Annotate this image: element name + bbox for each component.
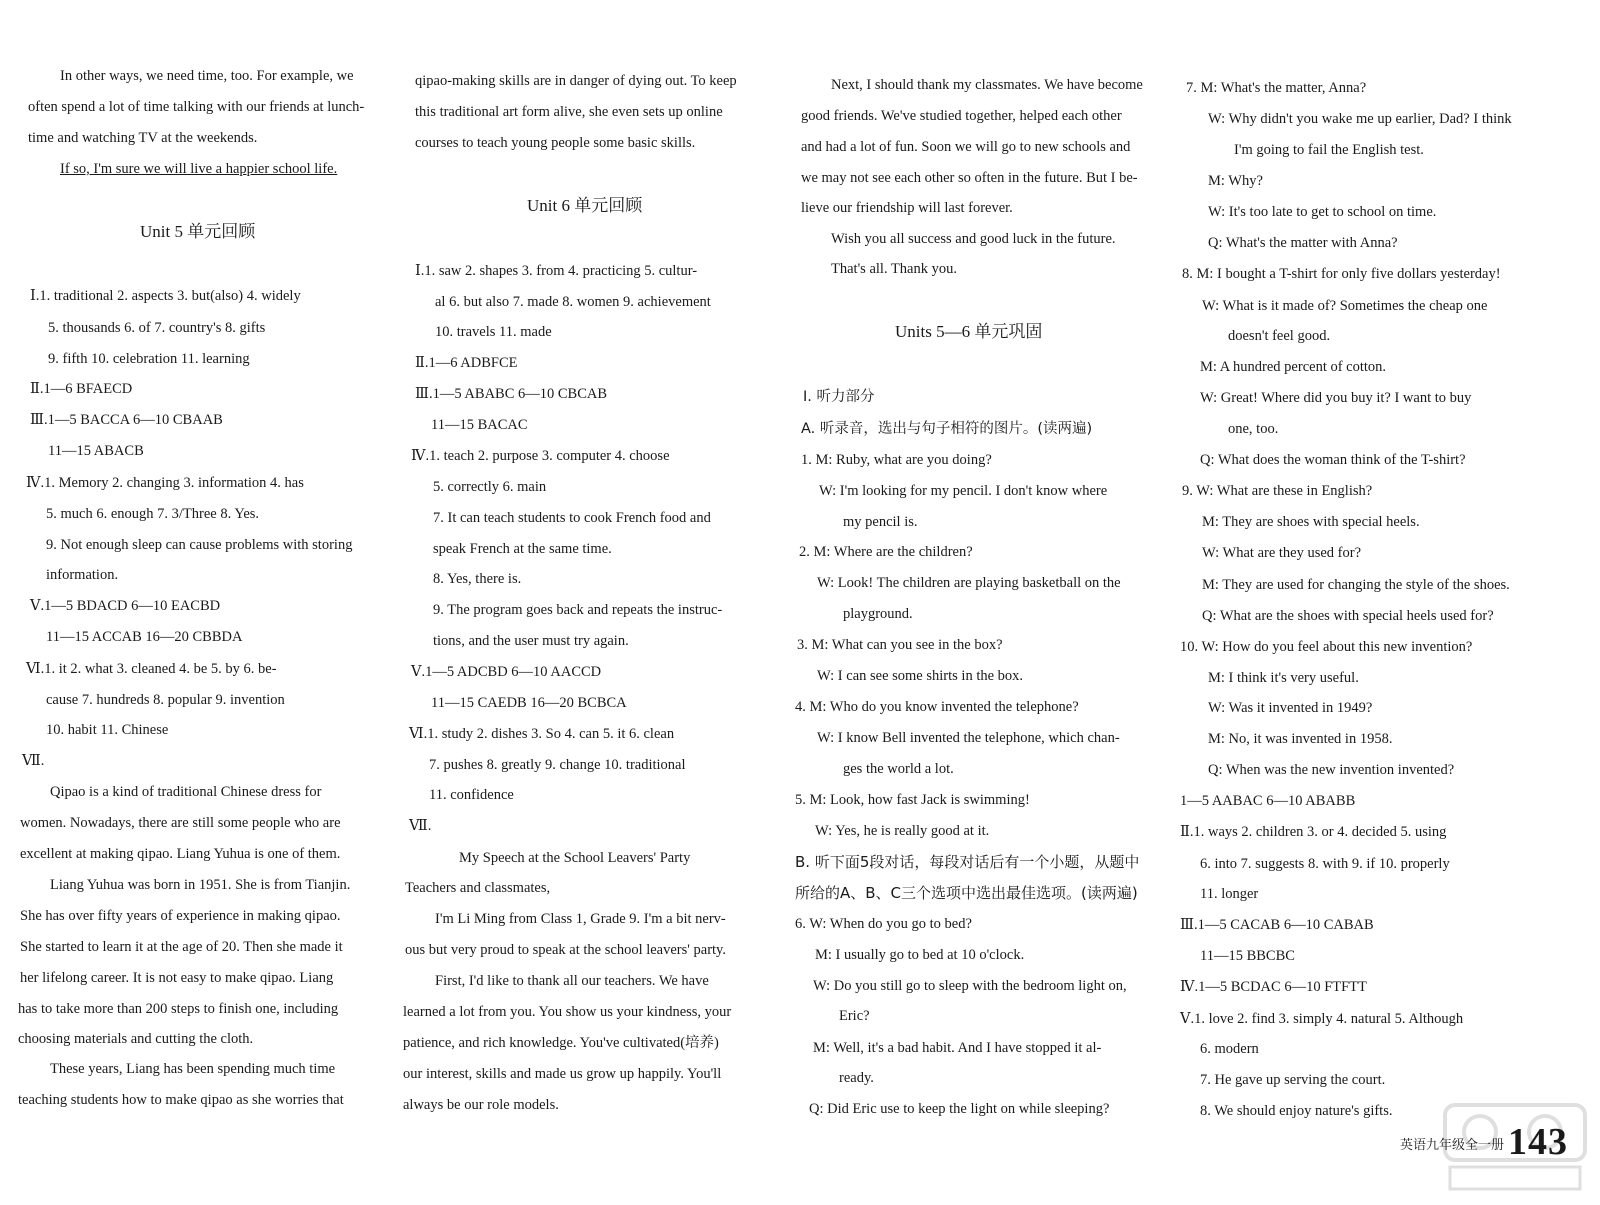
text-line: has to take more than 200 steps to finish one, including — [18, 1001, 339, 1017]
text-line: 11—15 ABACB — [48, 443, 144, 459]
text-line: Ⅰ.1. saw 2. shapes 3. from 4. practicing 5. cultur- — [415, 263, 698, 279]
text-line: W: Why didn't you wake me up earlier, Dad? I think — [1208, 111, 1512, 127]
column-3 — [795, 0, 1180, 1205]
text-line: W: Look! The children are playing basketball on the — [817, 575, 1121, 591]
text-line: her lifelong career. It is not easy to make qipao. Liang — [20, 970, 334, 986]
text-line: Ⅳ.1. teach 2. purpose 3. computer 4. choose — [411, 448, 670, 464]
text-line: Q: What's the matter with Anna? — [1208, 235, 1398, 251]
text-line: tions, and the user must try again. — [433, 633, 629, 649]
text-line: 9. The program goes back and repeats the instruc- — [433, 602, 723, 618]
text-line: al 6. but also 7. made 8. women 9. achievement — [435, 294, 711, 310]
text-line: 所给的A、B、C三个选项中选出最佳选项。(读两遍) — [795, 884, 1138, 902]
text-line: 9. Not enough sleep can cause problems with storing — [46, 537, 353, 553]
text-line: time and watching TV at the weekends. — [28, 130, 258, 146]
text-line: Q: What are the shoes with special heels used for? — [1202, 608, 1494, 624]
text-line: M: A hundred percent of cotton. — [1200, 359, 1387, 375]
text-line: Q: When was the new invention invented? — [1208, 762, 1455, 778]
text-line: W: I'm looking for my pencil. I don't know where — [819, 483, 1108, 499]
text-line: She started to learn it at the age of 20. Then she made it — [20, 939, 343, 955]
text-line: Ⅵ.1. study 2. dishes 3. So 4. can 5. it 6. clean — [409, 726, 675, 742]
text-line: 1—5 AABAC 6—10 ABABB — [1180, 793, 1356, 809]
text-line: Wish you all success and good luck in the future. — [831, 231, 1116, 247]
text-line: 11. confidence — [429, 787, 514, 803]
text-line: 1. M: Ruby, what are you doing? — [801, 452, 992, 468]
text-line: That's all. Thank you. — [831, 261, 957, 277]
text-line: 7. pushes 8. greatly 9. change 10. traditional — [429, 757, 686, 773]
text-line: W: I know Bell invented the telephone, which chan- — [817, 730, 1120, 746]
text-line: Qipao is a kind of traditional Chinese dress for — [50, 784, 322, 800]
text-line: and had a lot of fun. Soon we will go to new schools and — [801, 139, 1131, 155]
text-line: M: I think it's very useful. — [1208, 670, 1359, 686]
text-line: 5. correctly 6. main — [433, 479, 547, 495]
text-line: 2. M: Where are the children? — [799, 544, 973, 560]
text-line: W: What are they used for? — [1202, 545, 1362, 561]
text-line: cause 7. hundreds 8. popular 9. invention — [46, 692, 285, 708]
text-line: 10. habit 11. Chinese — [46, 722, 169, 738]
text-line: I'm Li Ming from Class 1, Grade 9. I'm a bit nerv- — [435, 911, 726, 927]
text-line: M: They are used for changing the style of the shoes. — [1202, 577, 1510, 593]
text-line: qipao-making skills are in danger of dying out. To keep — [415, 73, 737, 89]
text-line: Ⅶ. — [22, 753, 45, 769]
text-line: Q: What does the woman think of the T-shirt? — [1200, 452, 1466, 468]
section-heading: Units 5—6 单元巩固 — [895, 322, 1043, 341]
text-line: Ⅳ.1—5 BCDAC 6—10 FTFTT — [1180, 979, 1367, 995]
section-heading: Unit 5 单元回顾 — [140, 222, 256, 241]
text-line: Ⅵ.1. it 2. what 3. cleaned 4. be 5. by 6. be- — [26, 661, 277, 677]
text-line: Ⅲ.1—5 BACCA 6—10 CBAAB — [30, 412, 223, 428]
text-line: 11. longer — [1200, 886, 1259, 902]
text-line: 6. into 7. suggests 8. with 9. if 10. properly — [1200, 856, 1450, 872]
text-line: Ⅳ.1. Memory 2. changing 3. information 4. has — [26, 475, 304, 491]
text-line: Ⅶ. — [409, 818, 432, 834]
text-line: Ⅴ.1. love 2. find 3. simply 4. natural 5. Although — [1180, 1011, 1464, 1027]
text-line: ous but very proud to speak at the school leavers' party. — [405, 942, 726, 958]
text-line: 5. much 6. enough 7. 3/Three 8. Yes. — [46, 506, 260, 522]
text-line: speak French at the same time. — [433, 541, 612, 557]
column-2 — [395, 0, 795, 1205]
text-line: good friends. We've studied together, helped each other — [801, 108, 1122, 124]
text-line: 10. travels 11. made — [435, 324, 552, 340]
text-line: 10. W: How do you feel about this new invention? — [1180, 639, 1473, 655]
text-line: 11—15 CAEDB 16—20 BCBCA — [431, 695, 627, 711]
text-line: W: Do you still go to sleep with the bedroom light on, — [813, 978, 1127, 994]
text-line: 5. thousands 6. of 7. country's 8. gifts — [48, 320, 266, 336]
text-line: choosing materials and cutting the cloth. — [18, 1031, 254, 1047]
text-line: 7. It can teach students to cook French food and — [433, 510, 711, 526]
section-heading: Unit 6 单元回顾 — [527, 196, 643, 215]
text-line: In other ways, we need time, too. For example, we — [60, 68, 354, 84]
text-line: W: It's too late to get to school on time. — [1208, 204, 1437, 220]
text-line: 8. Yes, there is. — [433, 571, 522, 587]
text-line: W: Was it invented in 1949? — [1208, 700, 1373, 716]
text-line: M: Why? — [1208, 173, 1263, 189]
text-line: ges the world a lot. — [843, 761, 954, 777]
text-line: Liang Yuhua was born in 1951. She is from Tianjin. — [50, 877, 351, 893]
text-line: B. 听下面5段对话，每段对话后有一个小题，从题中 — [795, 853, 1140, 871]
text-line: Q: Did Eric use to keep the light on while sleeping? — [809, 1101, 1110, 1117]
text-line: 3. M: What can you see in the box? — [797, 637, 1003, 653]
text-line: W: I can see some shirts in the box. — [817, 668, 1024, 684]
text-line: Ⅲ.1—5 ABABC 6—10 CBCAB — [415, 386, 608, 402]
text-line: women. Nowadays, there are still some people who are — [20, 815, 341, 831]
text-line: playground. — [843, 606, 913, 622]
text-line: W: Great! Where did you buy it? I want to buy — [1200, 390, 1472, 406]
text-line: 8. M: I bought a T-shirt for only five dollars yesterday! — [1182, 266, 1501, 282]
text-line: ready. — [839, 1070, 874, 1086]
text-line: She has over fifty years of experience in making qipao. — [20, 908, 341, 924]
column-4 — [1180, 0, 1600, 1205]
text-line: 6. modern — [1200, 1041, 1259, 1057]
text-line: 11—15 BBCBC — [1200, 948, 1295, 964]
text-line: 9. fifth 10. celebration 11. learning — [48, 351, 250, 367]
text-line: we may not see each other so often in the future. But I be- — [801, 170, 1138, 186]
text-line: 4. M: Who do you know invented the telephone? — [795, 699, 1079, 715]
text-line: 11—15 BACAC — [431, 417, 528, 433]
text-line: doesn't feel good. — [1228, 328, 1331, 344]
text-line: W: Yes, he is really good at it. — [815, 823, 990, 839]
text-line: our interest, skills and made us grow up happily. You'll — [403, 1066, 722, 1082]
text-line: Ⅱ.1—6 ADBFCE — [415, 355, 518, 371]
text-line: 7. He gave up serving the court. — [1200, 1072, 1386, 1088]
text-line: excellent at making qipao. Liang Yuhua is one of them. — [20, 846, 341, 862]
text-line: M: They are shoes with special heels. — [1202, 514, 1420, 530]
text-line: Teachers and classmates, — [405, 880, 551, 896]
text-line: courses to teach young people some basic skills. — [415, 135, 696, 151]
speech-title: My Speech at the School Leavers' Party — [459, 850, 691, 866]
text-line: Next, I should thank my classmates. We have become — [831, 77, 1143, 93]
text-line: First, I'd like to thank all our teachers. We have — [435, 973, 709, 989]
text-line: always be our role models. — [403, 1097, 559, 1113]
text-line: teaching students how to make qipao as she worries that — [18, 1092, 344, 1108]
text-line: Ⅲ.1—5 CACAB 6—10 CABAB — [1180, 917, 1374, 933]
text-line: 8. We should enjoy nature's gifts. — [1200, 1103, 1393, 1119]
text-line: one, too. — [1228, 421, 1279, 437]
text-line: 7. M: What's the matter, Anna? — [1186, 80, 1367, 96]
text-line: M: Well, it's a bad habit. And I have stopped it al- — [813, 1040, 1102, 1056]
text-line: Eric? — [839, 1008, 870, 1024]
text-line: W: What is it made of? Sometimes the cheap one — [1202, 298, 1488, 314]
text-line: learned a lot from you. You show us your kindness, your — [403, 1004, 732, 1020]
text-line: These years, Liang has been spending much time — [50, 1061, 336, 1077]
text-line: 9. W: What are these in English? — [1182, 483, 1373, 499]
footer-book-title: 英语九年级全一册 — [1400, 1138, 1505, 1153]
text-line: patience, and rich knowledge. You've cultivated(培养) — [403, 1035, 719, 1051]
page-number: 143 — [1508, 1121, 1568, 1163]
text-line: this traditional art form alive, she even sets up online — [415, 104, 723, 120]
text-line: M: No, it was invented in 1958. — [1208, 731, 1393, 747]
text-line: I'm going to fail the English test. — [1234, 142, 1424, 158]
text-line: Ⅱ.1. ways 2. children 3. or 4. decided 5. using — [1180, 824, 1447, 840]
text-line: often spend a lot of time talking with our friends at lunch- — [28, 99, 365, 115]
text-line: Ⅴ.1—5 BDACD 6—10 EACBD — [30, 598, 221, 614]
text-line: information. — [46, 567, 119, 583]
text-line: A. 听录音，选出与句子相符的图片。(读两遍) — [801, 421, 1093, 437]
text-line: Ⅰ.1. traditional 2. aspects 3. but(also) 4. widely — [30, 288, 301, 304]
column-1 — [0, 0, 395, 1205]
text-line: M: I usually go to bed at 10 o'clock. — [815, 947, 1025, 963]
text-line: 5. M: Look, how fast Jack is swimming! — [795, 792, 1030, 808]
text-line: Ⅰ. 听力部分 — [803, 389, 875, 405]
underlined-line: If so, I'm sure we will live a happier school life. — [60, 161, 338, 177]
text-line: lieve our friendship will last forever. — [801, 200, 1013, 216]
text-line: Ⅱ.1—6 BFAECD — [30, 381, 133, 397]
text-line: my pencil is. — [843, 514, 918, 530]
text-line: 11—15 ACCAB 16—20 CBBDA — [46, 629, 243, 645]
text-line: Ⅴ.1—5 ADCBD 6—10 AACCD — [411, 664, 602, 680]
text-line: 6. W: When do you go to bed? — [795, 916, 972, 932]
